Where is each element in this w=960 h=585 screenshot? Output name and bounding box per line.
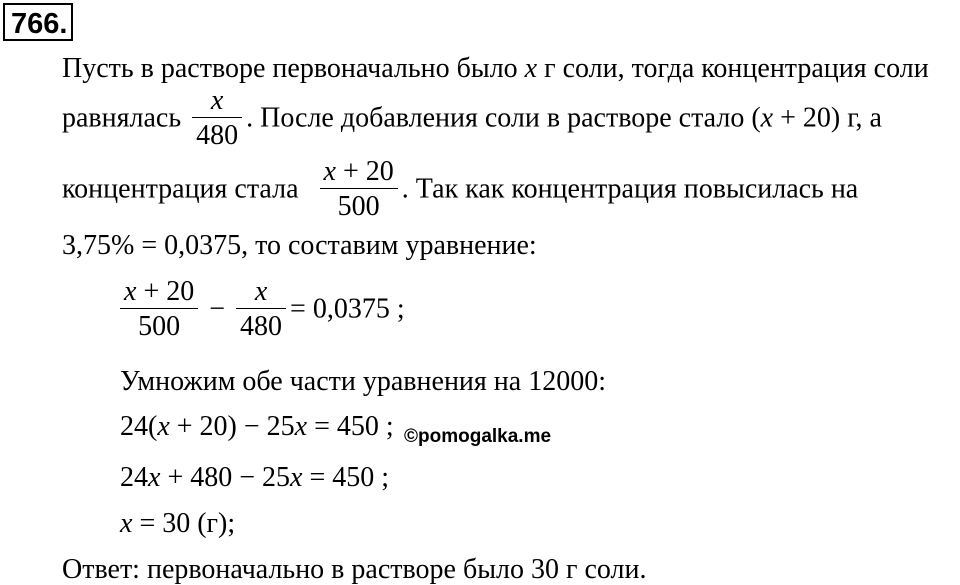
fraction-denominator: 500 xyxy=(138,311,181,342)
line2-variable: x xyxy=(760,102,774,134)
fraction-numerator: x xyxy=(236,278,286,309)
problem-number: 766. xyxy=(3,3,73,41)
line3-text-before: концентрация стала xyxy=(62,173,306,205)
multiply-instruction xyxy=(120,368,606,396)
watermark: ©pomogalka.me xyxy=(404,426,552,447)
fraction-x-plus-20-over-500 xyxy=(120,278,198,341)
line3-text-after: . Так как концентрация повысилась на xyxy=(401,173,859,205)
fraction-numerator xyxy=(120,278,198,309)
answer-line xyxy=(62,556,646,584)
numerator-variable: x xyxy=(124,276,137,307)
line1-text-after: г соли, тогда концентрация соли xyxy=(537,53,929,84)
fraction-numerator xyxy=(320,158,398,189)
answer-text: Ответ: первоначально в растворе было 30 г соли. xyxy=(62,554,647,585)
line2-text-mid: . После добавления соли в растворе стало ( xyxy=(246,102,761,134)
line1-variable: x xyxy=(524,53,538,84)
equation-1 xyxy=(120,278,405,341)
solution-line-4 xyxy=(62,232,537,260)
eq3-var1: x xyxy=(148,462,161,493)
eq3-part3: = 450 ; xyxy=(302,462,390,493)
eq3-part1: 24 xyxy=(120,462,148,493)
solution-line-3 xyxy=(62,158,858,221)
eq2-var1: x xyxy=(157,411,170,442)
line1-text-before: Пусть в растворе первоначально было xyxy=(62,53,525,84)
line4-text: 3,75% = 0,0375, то составим уравнение: xyxy=(62,230,537,261)
numerator-variable: x xyxy=(323,156,336,187)
eq2-part2: + 20) − 25 xyxy=(169,411,295,442)
fraction-x-over-480 xyxy=(236,278,286,341)
equation-3 xyxy=(120,464,389,492)
fraction-numerator: x xyxy=(192,87,242,118)
eq4-var: x xyxy=(120,508,133,539)
line2-text-after: + 20) г, а xyxy=(773,102,882,134)
solution-line-2 xyxy=(62,87,882,150)
fraction-x-over-480 xyxy=(192,87,242,150)
numerator-rest: + 20 xyxy=(335,156,394,187)
multiply-text: Умножим обе части уравнения на 12000: xyxy=(120,366,606,397)
line2-text-before: равнялась xyxy=(62,102,189,134)
fraction-denominator: 480 xyxy=(240,311,283,342)
minus-sign: − xyxy=(202,293,233,325)
numerator-rest: + 20 xyxy=(136,276,195,307)
equation1-rest: = 0,0375 ; xyxy=(290,293,405,325)
solution-line-1 xyxy=(62,55,929,83)
eq2-var2: x xyxy=(294,411,308,442)
eq3-var2: x xyxy=(290,462,303,493)
equation-2 xyxy=(120,413,394,441)
eq2-part3: = 450 ; xyxy=(307,411,394,442)
equation-4 xyxy=(120,510,235,538)
eq4-rest: = 30 (г); xyxy=(132,508,236,539)
eq2-part1: 24( xyxy=(120,411,158,442)
eq3-part2: + 480 − 25 xyxy=(160,462,291,493)
fraction-x-plus-20-over-500 xyxy=(320,158,398,221)
fraction-denominator: 480 xyxy=(196,120,239,151)
fraction-denominator: 500 xyxy=(337,191,380,222)
